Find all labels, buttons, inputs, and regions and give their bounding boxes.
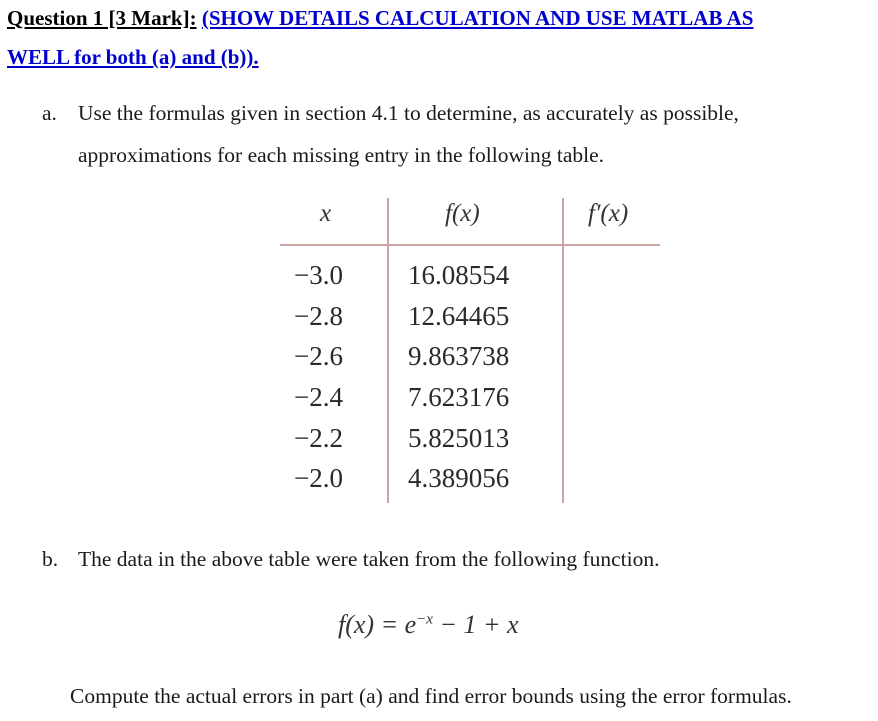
part-a-marker: a. (42, 101, 57, 125)
function-formula (338, 610, 519, 640)
table-row-fx: 16.08554 (408, 260, 510, 290)
table-row-x: −2.0 (294, 463, 343, 493)
question-heading (7, 0, 872, 69)
header-fx: f(x) (445, 200, 480, 227)
data-table (280, 190, 680, 520)
header-dfx: f′(x) (588, 200, 629, 227)
header-x: x (320, 200, 332, 227)
part-a-line2: approximations for each missing entry in the following table. (78, 143, 605, 167)
table-row-fx: 9.863738 (408, 341, 510, 371)
formula-exponent: −x (416, 611, 433, 628)
table-row-x: −2.6 (294, 341, 343, 371)
part-b-marker: b. (42, 547, 59, 571)
table-row-fx: 4.389056 (408, 463, 510, 493)
table-header-rule (280, 244, 660, 246)
table-row-x: −2.8 (294, 301, 343, 331)
question-label: Question 1 [3 Mark]: (7, 6, 197, 30)
part-b-line1: The data in the above table were taken from the following function. (78, 547, 660, 571)
instruction-link-line2[interactable]: WELL for both (a) and (b)). (7, 45, 259, 69)
table-row-fx: 5.825013 (408, 423, 510, 453)
table-row-x: −2.2 (294, 423, 343, 453)
part-a-line1: Use the formulas given in section 4.1 to determine, as accurately as possible, (78, 101, 739, 125)
table-row-fx: 12.64465 (408, 301, 510, 331)
table-row-x: −3.0 (294, 260, 343, 290)
table-row-fx: 7.623176 (408, 382, 510, 412)
formula-lhs: f(x) = e (338, 610, 417, 639)
formula-rhs: − 1 + x (432, 610, 519, 639)
table-row-x: −2.4 (294, 382, 343, 412)
instruction-link-line1[interactable]: (SHOW DETAILS CALCULATION AND USE MATLAB AS (201, 6, 754, 30)
error-instruction: Compute the actual errors in part (a) and find error bounds using the error formulas. (70, 684, 792, 708)
